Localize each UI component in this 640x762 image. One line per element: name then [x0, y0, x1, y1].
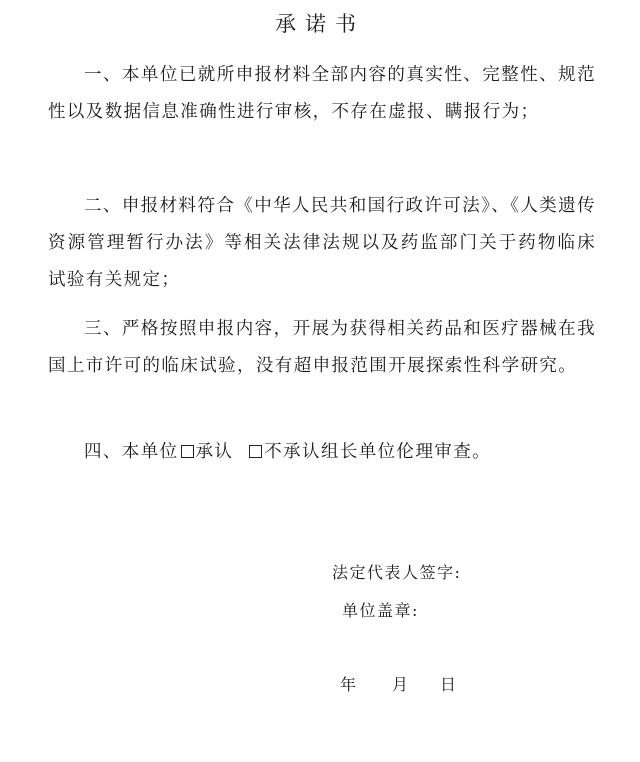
reject-checkbox[interactable]: [249, 445, 262, 458]
document-title: 承诺书: [275, 12, 365, 36]
date-line: [340, 672, 456, 695]
date-month-label: 月: [392, 675, 409, 694]
commitment-paragraph-3: 三、严格按照申报内容，开展为获得相关药品和医疗器械在我国上市许可的临床试验，没有超申报范围开展探索性科学研究。: [48, 319, 596, 376]
commitment-paragraph-2: 二、申报材料符合《中华人民共和国行政许可法》、《人类遗传资源管理暂行办法》等相关法律法规以及药监部门关于药物临床试验有关规定；: [48, 196, 596, 290]
unit-seal-label: 单位盖章:: [342, 601, 419, 620]
reject-label: 不承认组长单位伦理审查。: [264, 442, 492, 462]
date-year-label: 年: [340, 675, 357, 694]
commitment-paragraph-4: [48, 434, 596, 471]
accept-label: 承认: [195, 442, 234, 462]
commitment-paragraph-1: 一、本单位已就所申报材料全部内容的真实性、完整性、规范性以及数据信息准确性进行审核，不存在虚报、瞒报行为；: [48, 65, 596, 122]
representative-signature-label: 法定代表人签字:: [332, 563, 462, 582]
accept-checkbox[interactable]: [181, 445, 194, 458]
date-day-label: 日: [440, 675, 457, 694]
item4-prefix: 四、本单位: [84, 442, 179, 462]
